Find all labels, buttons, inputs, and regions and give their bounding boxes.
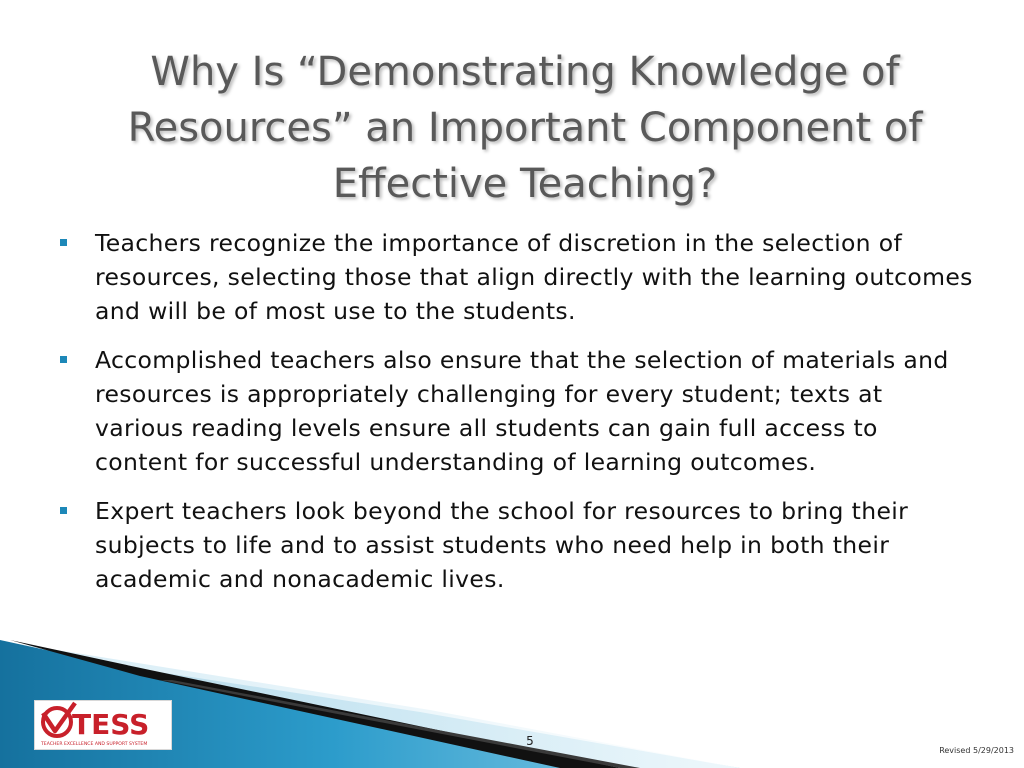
square-bullet-icon	[60, 356, 67, 363]
tess-logo-graphic	[35, 701, 171, 749]
bullet-item	[58, 226, 978, 328]
square-bullet-icon	[60, 507, 67, 514]
bullet-item	[58, 494, 978, 596]
bullet-item	[58, 343, 978, 479]
slide-title: Why Is “Demonstrating Knowledge of Resources” an Important Component of Effective Teaching?	[127, 49, 923, 207]
page-number: 5	[526, 734, 534, 748]
bullet-text: Accomplished teachers also ensure that the selection of materials and resources is appropriately challenging for every student; texts at various reading levels ensure all students can gain full access to content for successful understanding of learning outcomes.	[95, 346, 949, 476]
bullet-list	[58, 226, 978, 611]
bullet-text: Teachers recognize the importance of discretion in the selection of resources, selecting those that align directly with the learning outcomes and will be of most use to the students.	[95, 229, 973, 325]
square-bullet-icon	[60, 239, 67, 246]
tess-logo	[34, 700, 172, 750]
svg-text:TEACHER EXCELLENCE AND SUPPORT: TEACHER EXCELLENCE AND SUPPORT SYSTEM	[41, 742, 148, 747]
revised-date: Revised 5/29/2013	[939, 746, 1014, 755]
bullet-text: Expert teachers look beyond the school for resources to bring their subjects to life and to assist students who need help in both their academic and nonacademic lives.	[95, 497, 909, 593]
svg-text:TESS: TESS	[72, 708, 150, 741]
